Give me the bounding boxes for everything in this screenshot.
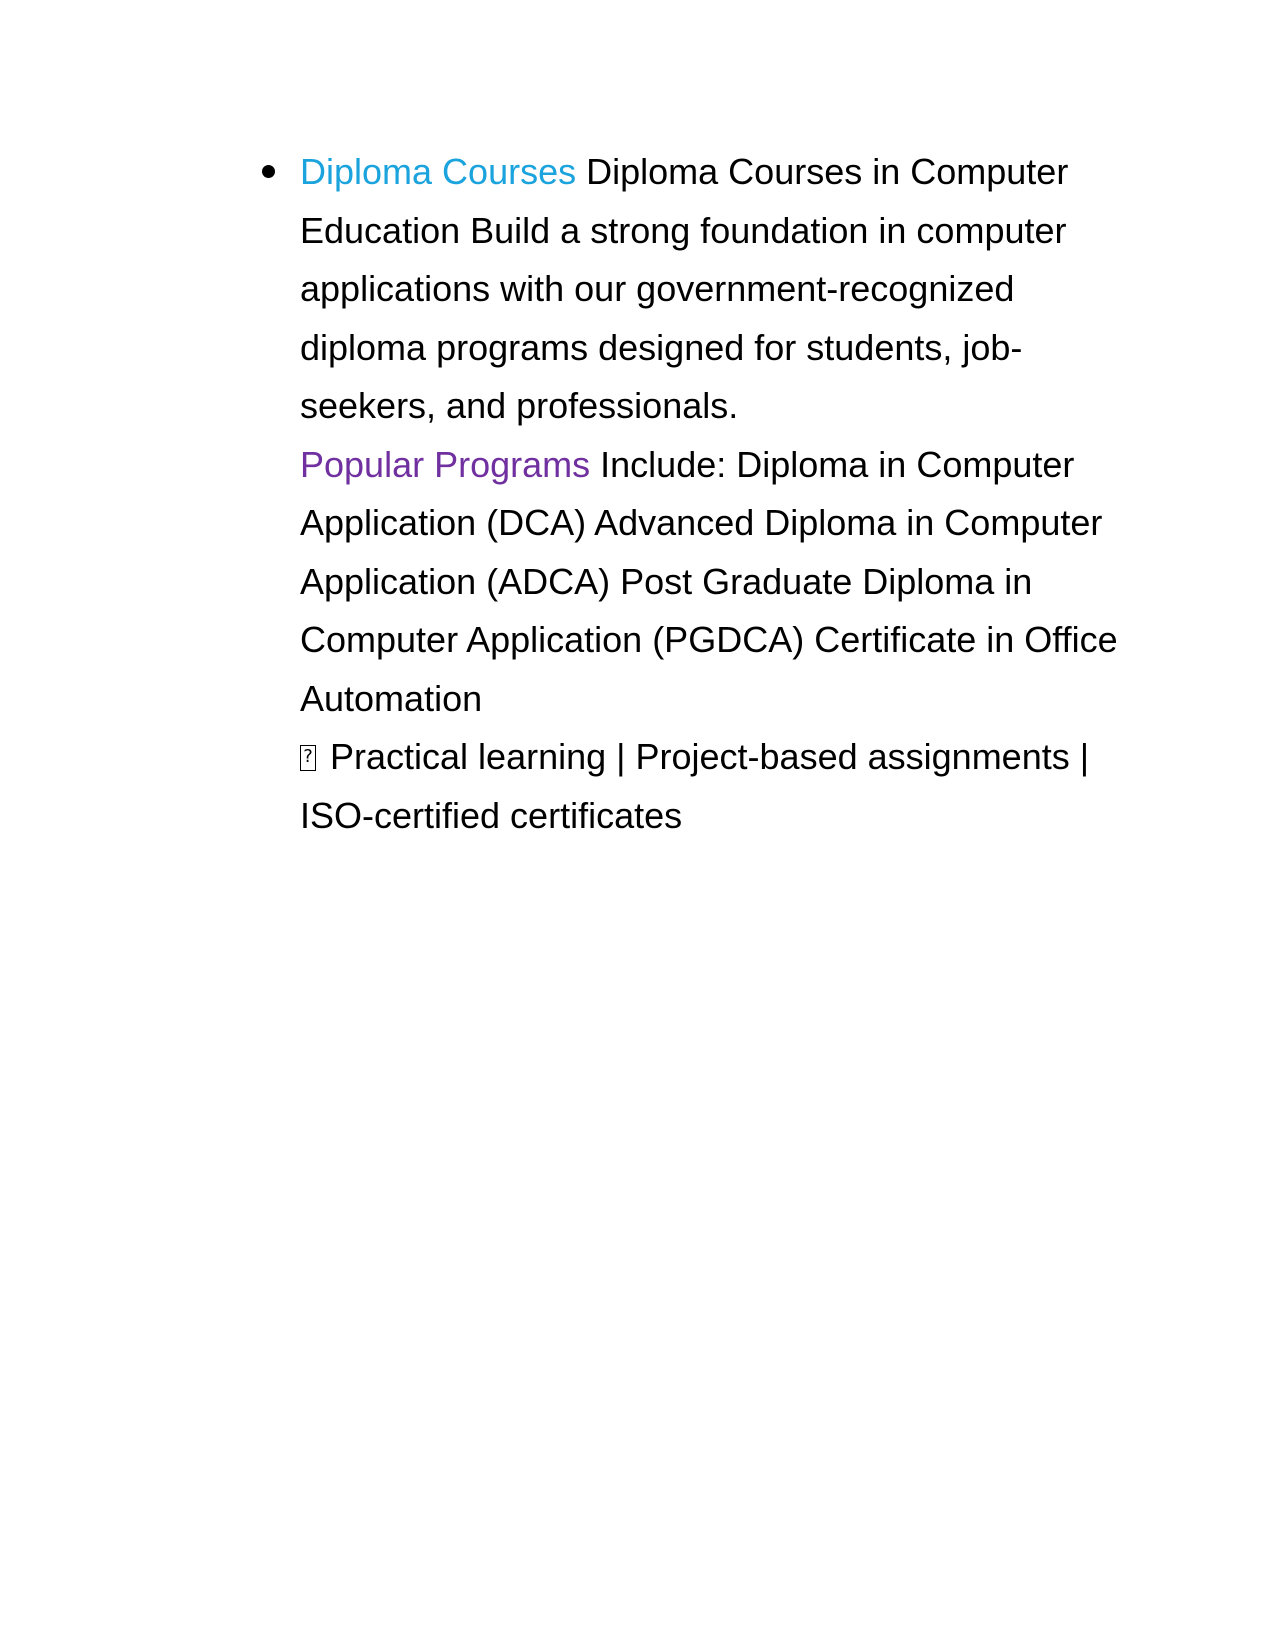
programs-text: Include: Diploma in Computer Application (DCA) Advanced Diploma in Computer Application (ADCA) Post Graduate Diploma in Computer Application (PGDCA) Certificate in Office Automation: [300, 443, 1118, 719]
diploma-courses-link[interactable]: Diploma Courses: [300, 151, 577, 192]
missing-glyph-icon: [300, 745, 316, 771]
features-text: Practical learning | Project-based assignments | ISO-certified certificates: [300, 736, 1090, 836]
paragraph-intro: [300, 143, 1135, 436]
paragraph-programs: [300, 436, 1135, 729]
intro-text: Diploma Courses in Computer Education Build a strong foundation in computer applications with our government-recognized diploma programs designed for students, job-seekers, and professionals.: [300, 151, 1069, 426]
bullet-list: [0, 143, 1135, 845]
paragraph-features: [300, 728, 1135, 845]
bullet-icon: [262, 165, 275, 178]
list-item: [0, 143, 1135, 845]
popular-programs-link[interactable]: Popular Programs: [300, 443, 591, 485]
